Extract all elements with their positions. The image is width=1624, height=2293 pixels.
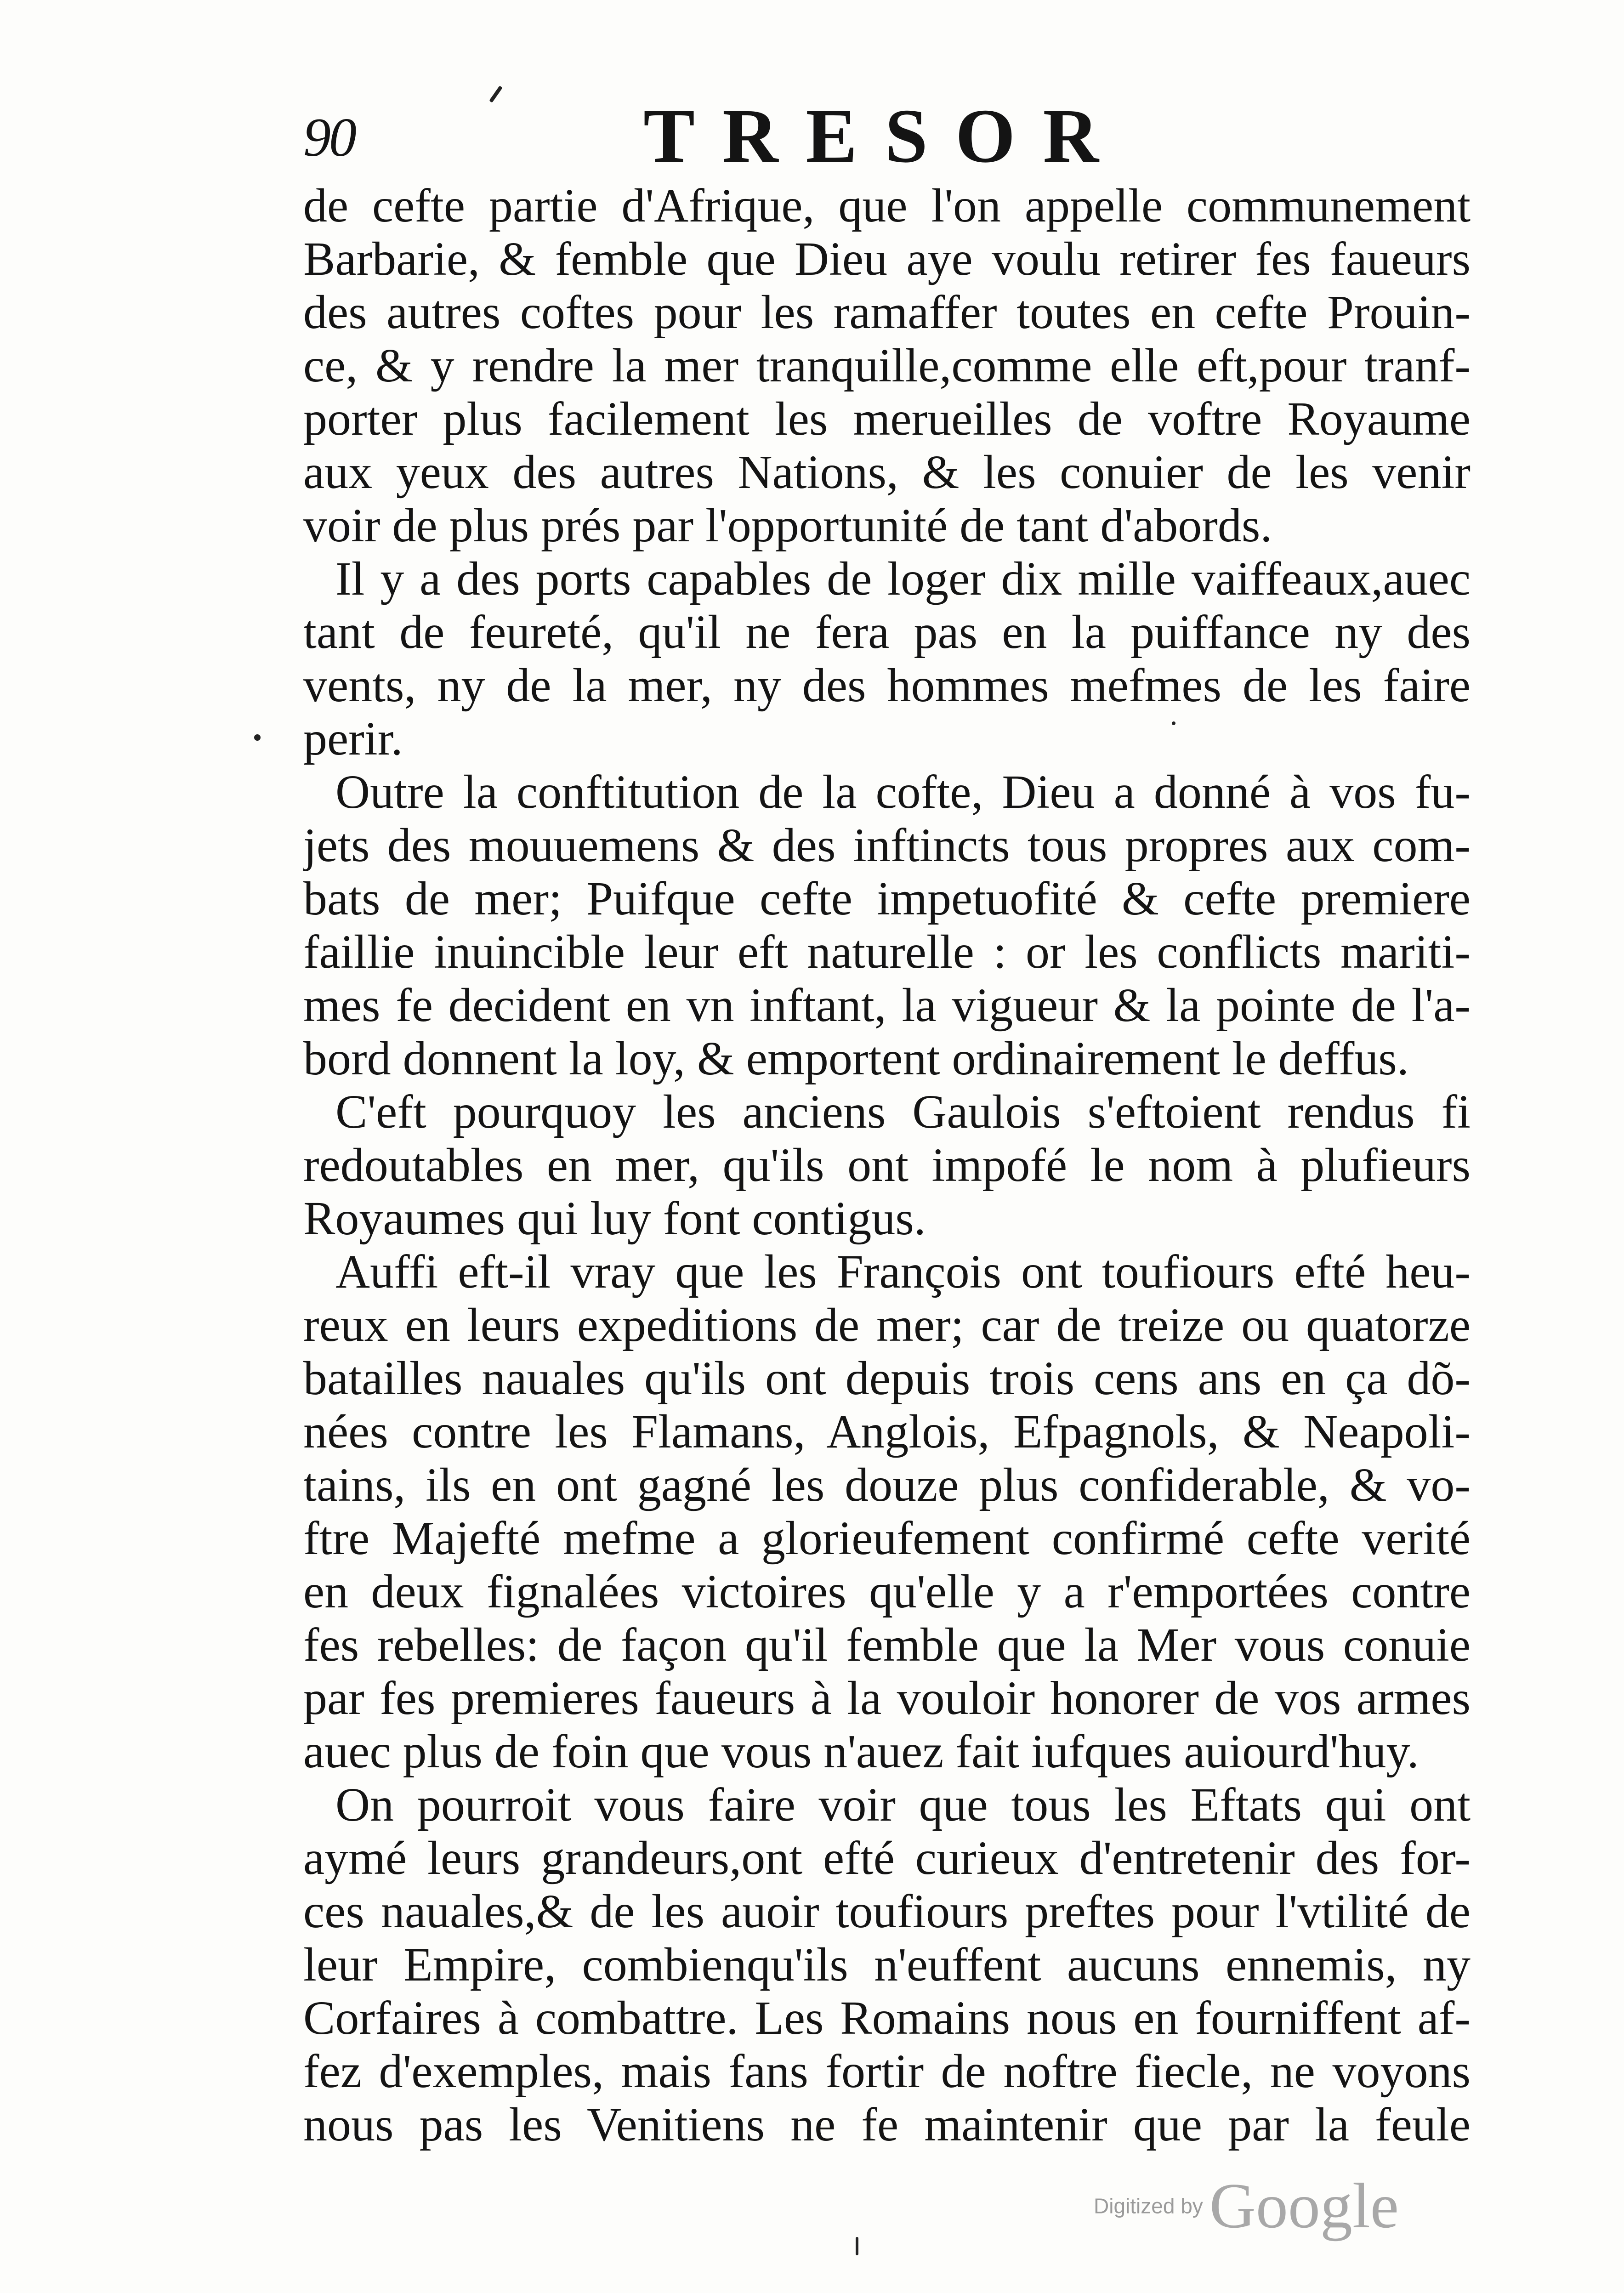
text-line: porter plus facilement les merueilles de voftre Royaume [303, 392, 1471, 445]
text-line: bord donnent la loy, & emportent ordinairement le deffus. [303, 1032, 1409, 1085]
text-line: auec plus de foin que vous n'auez fait iufques auiourd'huy. [303, 1725, 1419, 1778]
digitization-watermark [1094, 2169, 1399, 2243]
text-line: voir de plus prés par l'opportunité de tant d'abords. [303, 499, 1272, 552]
text-line: tant de feureté, qu'il ne fera pas en la puiffance ny des [303, 606, 1471, 658]
paragraph-start: On pourroit vous faire voir que tous les Eftats qui ont [335, 1778, 1471, 1831]
text-line: redoutables en mer, qu'ils ont impofé le nom à plufieurs [303, 1139, 1471, 1192]
text-line: fes rebelles: de façon qu'il femble que la Mer vous conuie [303, 1618, 1471, 1671]
text-line: leur Empire, combienqu'ils n'euffent aucuns ennemis, ny [303, 1938, 1471, 1991]
text-line: aymé leurs grandeurs,ont efté curieux d'entretenir des for- [303, 1832, 1471, 1884]
text-line: nous pas les Venitiens ne fe maintenir que par la feule [303, 2098, 1471, 2151]
paragraph-start: Outre la conftitution de la cofte, Dieu a donné à vos fu- [335, 766, 1471, 818]
ink-speck [856, 2237, 858, 2255]
text-line: ce, & y rendre la mer tranquille,comme elle eft,pour tranf- [303, 339, 1471, 392]
body-text [303, 179, 1471, 2151]
text-line: Barbarie, & femble que Dieu aye voulu retirer fes faueurs [303, 233, 1471, 285]
paragraph-start: Il y a des ports capables de loger dix mille vaiffeaux,auec [335, 552, 1471, 605]
text-line: ces nauales,& de les auoir toufiours preftes pour l'vtilité de [303, 1885, 1471, 1938]
text-line: par fes premieres faueurs à la vouloir honorer de vos armes [303, 1672, 1471, 1725]
paragraph-start: C'eft pourquoy les anciens Gaulois s'eftoient rendus fi [335, 1085, 1471, 1138]
text-line: jets des mouuemens & des inftincts tous propres aux com- [303, 819, 1471, 872]
text-line: Corfaires à combattre. Les Romains nous en fourniffent af- [303, 1992, 1471, 2044]
text-line: batailles nauales qu'ils ont depuis trois cens ans en ça dõ- [303, 1352, 1471, 1405]
running-title: TRESOR [643, 93, 1126, 179]
page-header [294, 92, 1471, 184]
text-line: perir. [303, 712, 403, 765]
text-line: ftre Majefté mefme a glorieufement confirmé cefte verité [303, 1512, 1471, 1565]
text-line: faillie inuincible leur eft naturelle : or les conflicts mariti- [303, 925, 1471, 978]
text-line: nées contre les Flamans, Anglois, Efpagnols, & Neapoli- [303, 1405, 1471, 1458]
text-line: tains, ils en ont gagné les douze plus confiderable, & vo- [303, 1459, 1471, 1511]
page-number: 90 [303, 107, 355, 168]
text-line: mes fe decident en vn inftant, la vigueur & la pointe de l'a- [303, 979, 1471, 1032]
text-line: aux yeux des autres Nations, & les conuier de les venir [303, 446, 1471, 499]
paragraph-start: Auffi eft-il vray que les François ont toufiours efté heu- [335, 1245, 1471, 1298]
google-logo: Google [1209, 2170, 1399, 2242]
ink-speck [254, 734, 261, 741]
text-line: Royaumes qui luy font contigus. [303, 1192, 926, 1245]
text-line: des autres coftes pour les ramaffer toutes en cefte Prouin- [303, 286, 1471, 339]
ink-speck [1172, 721, 1175, 725]
text-line: en deux fignalées victoires qu'elle y a r'emportées contre [303, 1565, 1471, 1618]
text-line: fez d'exemples, mais fans fortir de noftre fiecle, ne voyons [303, 2045, 1471, 2098]
text-line: vents, ny de la mer, ny des hommes mefmes de les faire [303, 659, 1471, 712]
text-line: reux en leurs expeditions de mer; car de treize ou quatorze [303, 1299, 1471, 1351]
text-line: de cefte partie d'Afrique, que l'on appelle communement [303, 179, 1471, 232]
digitized-by-label: Digitized by [1094, 2194, 1203, 2218]
text-line: bats de mer; Puifque cefte impetuofité & cefte premiere [303, 872, 1471, 925]
